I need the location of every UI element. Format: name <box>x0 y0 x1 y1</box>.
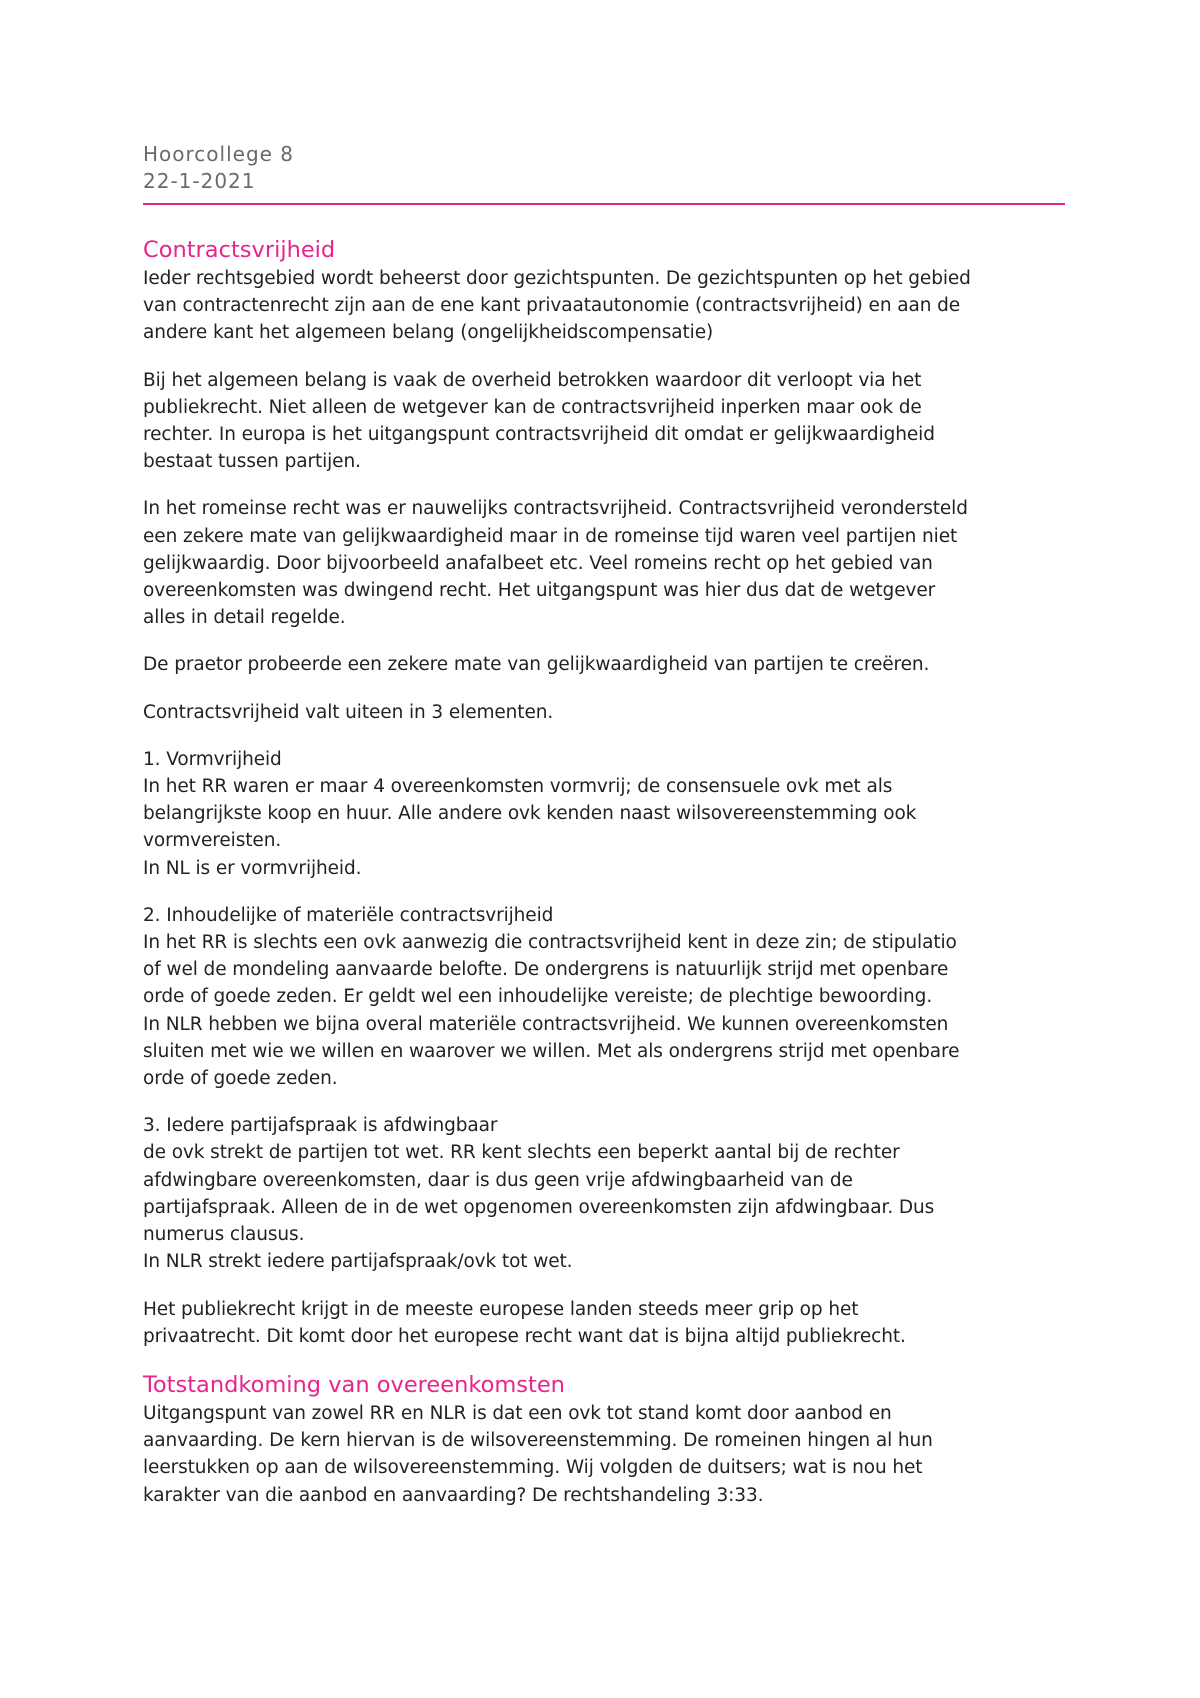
paragraph <box>143 746 1065 882</box>
text-line: 1. Vormvrijheid <box>143 748 282 770</box>
paragraph <box>143 495 1065 631</box>
paragraph <box>143 1400 1065 1509</box>
page-header-date: 22-1-2021 <box>143 169 256 193</box>
text-line: 2. Inhoudelijke of materiële contractsvrijheid <box>143 904 554 926</box>
text-line: privaatrecht. Dit komt door het europese recht want dat is bijna altijd publiekrecht. <box>143 1325 906 1347</box>
page-header-title: Hoorcollege 8 <box>143 142 295 166</box>
section-body-contractsvrijheid <box>143 265 1065 1350</box>
paragraph <box>143 265 1065 347</box>
text-line: Het publiekrecht krijgt in de meeste europese landen steeds meer grip op het <box>143 1298 859 1320</box>
text-line: orde of goede zeden. Er geldt wel een inhoudelijke vereiste; de plechtige bewoording. <box>143 986 933 1008</box>
paragraph <box>143 699 1065 726</box>
text-line: In het RR is slechts een ovk aanwezig die contractsvrijheid kent in deze zin; de stipulatio <box>143 932 957 954</box>
text-line: alles in detail regelde. <box>143 607 346 629</box>
paragraph <box>143 902 1065 1092</box>
text-line: belangrijkste koop en huur. Alle andere ovk kenden naast wilsovereenstemming ook <box>143 803 917 825</box>
header-divider <box>143 203 1065 205</box>
section-heading-totstandkoming: Totstandkoming van overeenkomsten <box>143 1371 565 1398</box>
text-line: karakter van die aanbod en aanvaarding? De rechtshandeling 3:33. <box>143 1484 764 1506</box>
paragraph <box>143 1296 1065 1350</box>
text-line: afdwingbare overeenkomsten, daar is dus geen vrije afdwingbaarheid van de <box>143 1169 853 1191</box>
text-line: leerstukken op aan de wilsovereenstemming. Wij volgden de duitsers; wat is nou het <box>143 1457 923 1479</box>
text-line: partijafspraak. Alleen de in de wet opgenomen overeenkomsten zijn afdwingbaar. Dus <box>143 1196 935 1218</box>
section-heading-contractsvrijheid: Contractsvrijheid <box>143 237 336 263</box>
text-line: aanvaarding. De kern hiervan is de wilsovereenstemming. De romeinen hingen al hun <box>143 1430 933 1452</box>
text-line: gelijkwaardig. Door bijvoorbeeld anafalbeet etc. Veel romeins recht op het gebied van <box>143 552 933 574</box>
text-line: van contractenrecht zijn aan de ene kant privaatautonomie (contractsvrijheid) en aan de <box>143 295 961 317</box>
text-line: Ieder rechtsgebied wordt beheerst door gezichtspunten. De gezichtspunten op het gebied <box>143 268 971 289</box>
text-line: of wel de mondeling aanvaarde belofte. De ondergrens is natuurlijk strijd met openbare <box>143 959 949 981</box>
text-line: vormvereisten. <box>143 830 282 852</box>
text-line: 3. Iedere partijafspraak is afdwingbaar <box>143 1115 498 1137</box>
text-line: In NL is er vormvrijheid. <box>143 857 362 879</box>
text-line: In het romeinse recht was er nauwelijks contractsvrijheid. Contractsvrijheid verondersteld <box>143 498 968 520</box>
text-line: publiekrecht. Niet alleen de wetgever kan de contractsvrijheid inperken maar ook de <box>143 396 922 418</box>
text-line: In NLR strekt iedere partijafspraak/ovk tot wet. <box>143 1251 573 1273</box>
text-line: In het RR waren er maar 4 overeenkomsten vormvrij; de consensuele ovk met als <box>143 776 893 798</box>
text-line: overeenkomsten was dwingend recht. Het uitgangspunt was hier dus dat de wetgever <box>143 580 936 602</box>
text-line: Bij het algemeen belang is vaak de overheid betrokken waardoor dit verloopt via het <box>143 369 922 391</box>
text-line: In NLR hebben we bijna overal materiële contractsvrijheid. We kunnen overeenkomsten <box>143 1013 949 1035</box>
paragraph <box>143 651 1065 678</box>
section-body-totstandkoming <box>143 1400 1065 1509</box>
paragraph <box>143 367 1065 476</box>
document-page <box>143 141 1065 1529</box>
text-line: bestaat tussen partijen. <box>143 451 361 473</box>
text-line: orde of goede zeden. <box>143 1068 338 1090</box>
text-line: De praetor probeerde een zekere mate van gelijkwaardigheid van partijen te creëren. <box>143 654 930 676</box>
text-line: een zekere mate van gelijkwaardigheid maar in de romeinse tijd waren veel partijen niet <box>143 525 958 547</box>
text-line: numerus clausus. <box>143 1224 305 1246</box>
text-line: Contractsvrijheid valt uiteen in 3 elementen. <box>143 701 554 723</box>
text-line: de ovk strekt de partijen tot wet. RR kent slechts een beperkt aantal bij de rechter <box>143 1142 900 1164</box>
text-line: andere kant het algemeen belang (ongelijkheidscompensatie) <box>143 322 714 344</box>
text-line: Uitgangspunt van zowel RR en NLR is dat een ovk tot stand komt door aanbod en <box>143 1402 892 1424</box>
paragraph <box>143 1112 1065 1275</box>
text-line: rechter. In europa is het uitgangspunt contractsvrijheid dit omdat er gelijkwaardigheid <box>143 424 935 446</box>
text-line: sluiten met wie we willen en waarover we willen. Met als ondergrens strijd met openbare <box>143 1040 960 1062</box>
